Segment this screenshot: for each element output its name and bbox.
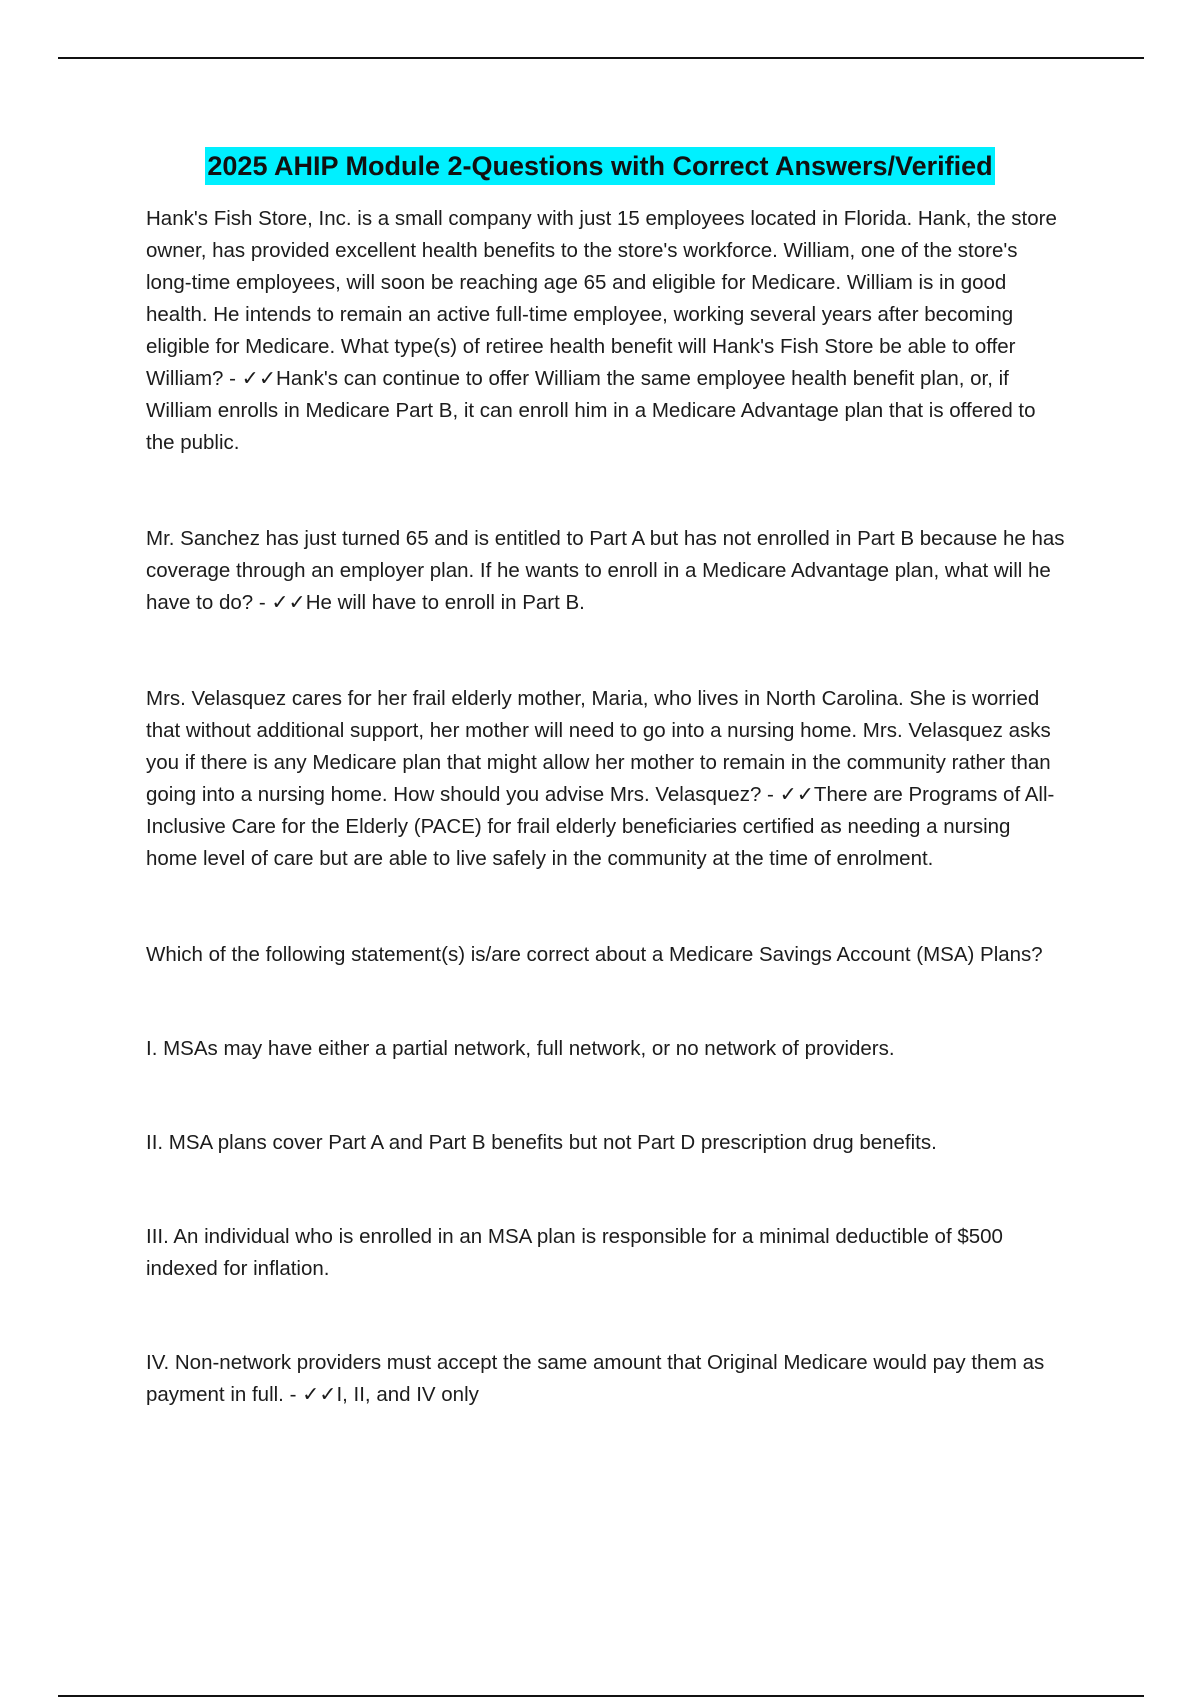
document-body xyxy=(146,203,1066,1411)
msa-statement-3: III. An individual who is enrolled in an MSA plan is responsible for a minimal deductible of $500 indexed for inflation. xyxy=(146,1225,1003,1280)
msa-statement-2: II. MSA plans cover Part A and Part B benefits but not Part D prescription drug benefits. xyxy=(146,1131,937,1154)
qa-item-1 xyxy=(146,203,1066,459)
msa-statement-4 xyxy=(146,1347,1066,1411)
answer-text: ✓✓There are Programs of All-Inclusive Care for the Elderly (PACE) for frail elderly beneficiaries certified as needing a nursing home level of care but are able to live safely in the community at the time of enrolment. xyxy=(146,783,1055,870)
answer-text: ✓✓Hank's can continue to offer William the same employee health benefit plan, or, if William enrolls in Medicare Part B, it can enroll him in a Medicare Advantage plan that is offered to the public. xyxy=(146,367,1036,454)
question-text: Mrs. Velasquez cares for her frail elderly mother, Maria, who lives in North Carolina. She is worried that without additional support, her mother will need to go into a nursing home. Mrs. Velasquez asks you if there is any Medicare plan that might allow her mother to remain in the community rather than going into a nursing home. How should you advise Mrs. Velasquez? - xyxy=(146,687,1051,806)
document-title: 2025 AHIP Module 2-Questions with Correct Answers/Verified xyxy=(205,147,994,185)
msa-question: Which of the following statement(s) is/are correct about a Medicare Savings Account (MSA) Plans? xyxy=(146,943,1043,966)
answer-text: ✓✓He will have to enroll in Part B. xyxy=(271,591,585,614)
bottom-rule xyxy=(58,1695,1144,1697)
question-text: Mr. Sanchez has just turned 65 and is entitled to Part A but has not enrolled in Part B because he has coverage through an employer plan. If he wants to enroll in a Medicare Advantage plan, what will he have to do? - xyxy=(146,527,1065,614)
statement-text: IV. Non-network providers must accept the same amount that Original Medicare would pay them as payment in full. - xyxy=(146,1351,1045,1406)
qa-item-2 xyxy=(146,523,1066,619)
answer-text: ✓✓I, II, and IV only xyxy=(302,1383,479,1406)
qa-item-3 xyxy=(146,683,1066,875)
question-text: Hank's Fish Store, Inc. is a small company with just 15 employees located in Florida. Hank, the store owner, has provided excellent health benefits to the store's workforce. William, one of the store's long-time employees, will soon be reaching age 65 and eligible for Medicare. William is in good health. He intends to remain an active full-time employee, working several years after becoming eligible for Medicare. What type(s) of retiree health benefit will Hank's Fish Store be able to offer William? - xyxy=(146,207,1057,390)
top-rule xyxy=(58,57,1144,59)
title-container xyxy=(0,147,1200,185)
msa-statement-1: I. MSAs may have either a partial network, full network, or no network of providers. xyxy=(146,1037,895,1060)
